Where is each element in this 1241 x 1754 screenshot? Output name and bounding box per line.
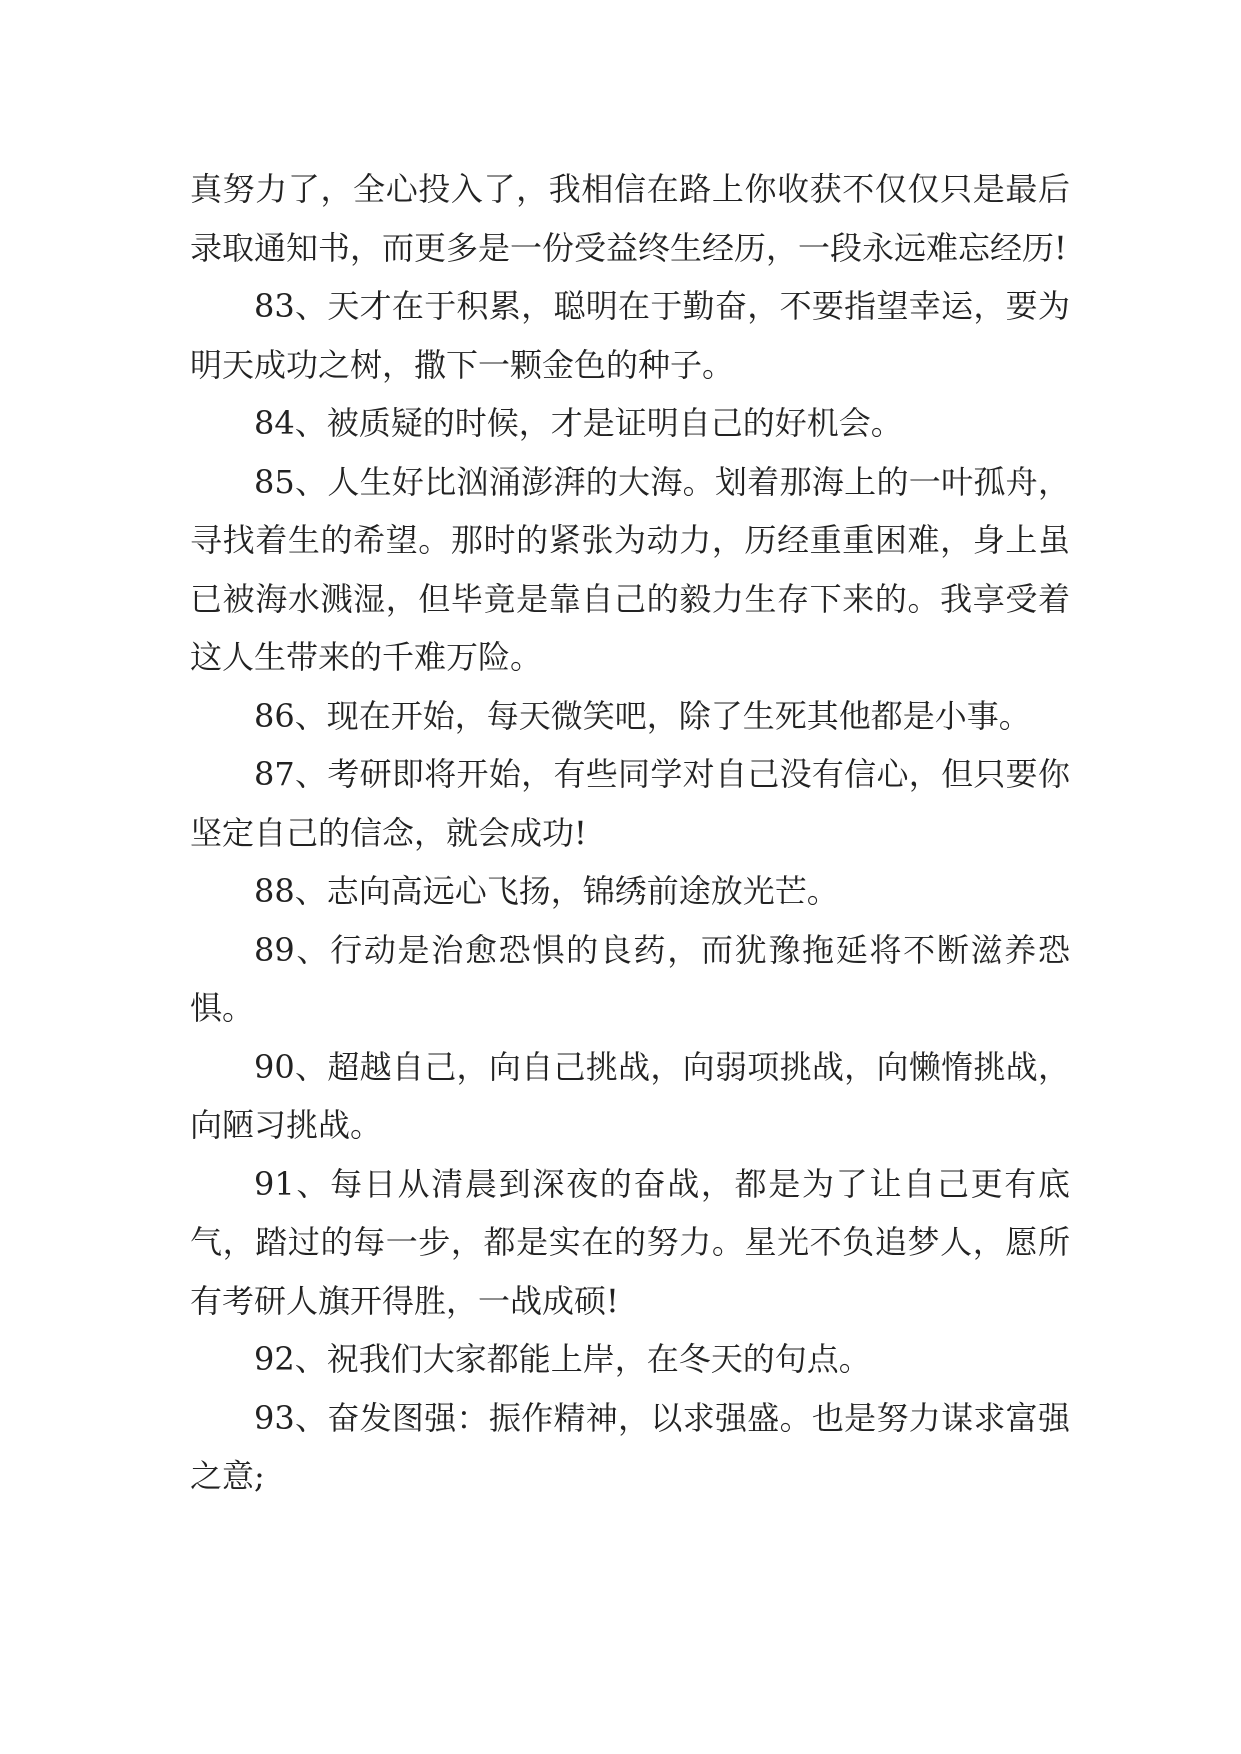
paragraph-item-93: 93、奋发图强：振作精神，以求强盛。也是努力谋求富强之意;: [190, 1398, 1070, 1495]
paragraph-item-90: 90、超越自己，向自己挑战，向弱项挑战，向懒惰挑战，向陋习挑战。: [190, 1047, 1070, 1144]
paragraph-item-92: 92、祝我们大家都能上岸，在冬天的句点。: [254, 1340, 871, 1378]
paragraph-item-85: 85、人生好比汹涌澎湃的大海。划着那海上的一叶孤舟，寻找着生的希望。那时的紧张为动力，历经重重困难，身上虽已被海水溅湿，但毕竟是靠自己的毅力生存下来的。我享受着这人生带来的千难万险。: [190, 462, 1070, 676]
paragraph-item-88: 88、志向高远心飞扬，锦绣前途放光芒。: [254, 872, 839, 910]
paragraph-item-86: 86、现在开始，每天微笑吧，除了生死其他都是小事。: [254, 696, 1031, 735]
paragraph-item-84: 84、被质疑的时候，才是证明自己的好机会。: [254, 404, 903, 442]
paragraph-item-87: 87、考研即将开始，有些同学对自己没有信心，但只要你坚定自己的信念，就会成功!: [190, 755, 1070, 852]
paragraph-item-91: 91、每日从清晨到深夜的奋战，都是为了让自己更有底气，踏过的每一步，都是实在的努力。星光不负追梦人，愿所有考研人旗开得胜，一战成硕!: [190, 1164, 1070, 1320]
paragraph-continuation: 真努力了，全心投入了，我相信在路上你收获不仅仅只是最后录取通知书，而更多是一份受益终生经历，一段永远难忘经历!: [190, 170, 1070, 267]
paragraph-item-83: 83、天才在于积累，聪明在于勤奋，不要指望幸运，要为明天成功之树，撒下一颗金色的种子。: [190, 287, 1070, 384]
paragraph-item-89: 89、行动是治愈恐惧的良药，而犹豫拖延将不断滋养恐惧。: [190, 930, 1070, 1027]
document-body: [190, 160, 1070, 1506]
